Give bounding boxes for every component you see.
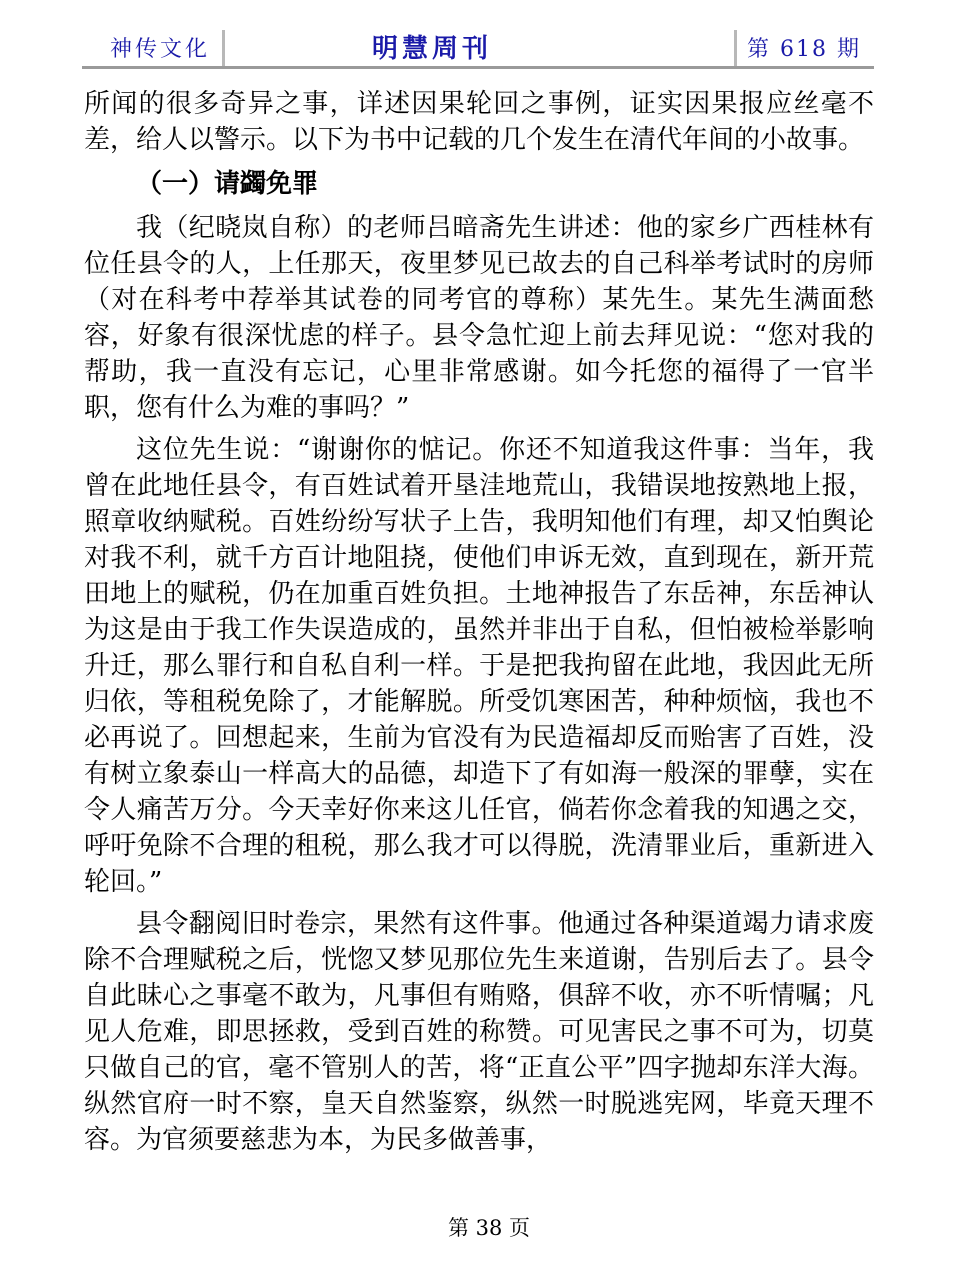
body-paragraph: 这位先生说：“谢谢你的惦记。你还不知道我这件事：当年，我曾在此地任县令，有百姓试着开垦洼地荒山，我错误地按熟地上报，照章收纳赋税。百姓纷纷写状子上告，我明知他们有理，却又怕舆论对我不利，就千方百计地阻挠，使他们申诉无效，直到现在，新开荒田地上的赋税，仍在加重百姓负担。土地神报告了东岳神，东岳神认为这是由于我工作失误造成的，虽然并非出于自私，但怕被检举影响升迁，那么罪行和自私自利一样。于是把我拘留在此地，我因此无所归依，等租税免除了，才能解脱。所受饥寒困苦，种种烦恼，我也不必再说了。回想起来，生前为官没有为民造福却反而贻害了百姓，没有树立象泰山一样高大的品德，却造下了有如海一般深的罪孽，实在令人痛苦万分。今天幸好你来这儿任官，倘若你念着我的知遇之交，呼吁免除不合理的租税，那么我才可以得脱，洗清罪业后，重新进入轮回。” xyxy=(84,435,874,897)
header-divider xyxy=(734,30,737,66)
body-paragraph: 我（纪晓岚自称）的老师吕暗斋先生讲述：他的家乡广西桂林有位任县令的人，上任那天，夜里梦见已故去的自己科举考试时的房师（对在科考中荐举其试卷的同考官的尊称）某先生。某先生满面愁容，好象有很深忧虑的样子。县令急忙迎上前去拜见说：“您对我的帮助，我一直没有忘记，心里非常感谢。如今托您的福得了一官半职，您有什么为难的事吗？” xyxy=(84,213,874,423)
story-heading: （一）请蠲免罪 xyxy=(136,169,319,199)
header-divider xyxy=(222,30,225,66)
body-paragraph: 县令翻阅旧时卷宗，果然有这件事。他通过各种渠道竭力请求废除不合理赋税之后，恍惚又梦见那位先生来道谢，告别后去了。县令自此昧心之事毫不敢为，凡事但有贿赂，俱辞不收，亦不听情嘱；凡见人危难，即思拯救，受到百姓的称赞。可见害民之事不可为，切莫只做自己的官，毫不管别人的苦，将“正直公平”四字抛却东洋大海。纵然官府一时不察，皇天自然鉴察，纵然一时脱逃宪网，毕竟天理不容。为官须要慈悲为本，为民多做善事， xyxy=(84,909,874,1155)
header-rule xyxy=(82,66,874,69)
intro-paragraph: 所闻的很多奇异之事，详述因果轮回之事例，证实因果报应丝毫不差，给人以警示。以下为书中记载的几个发生在清代年间的小故事。 xyxy=(84,89,874,155)
publication-title: 明慧周刊 xyxy=(372,34,493,64)
issue-number: 第 618 期 xyxy=(747,37,861,62)
page-number: 第 38 页 xyxy=(447,1216,531,1240)
page-header xyxy=(82,28,874,68)
article-body xyxy=(84,86,874,1158)
section-title: 神传文化 xyxy=(110,37,211,62)
